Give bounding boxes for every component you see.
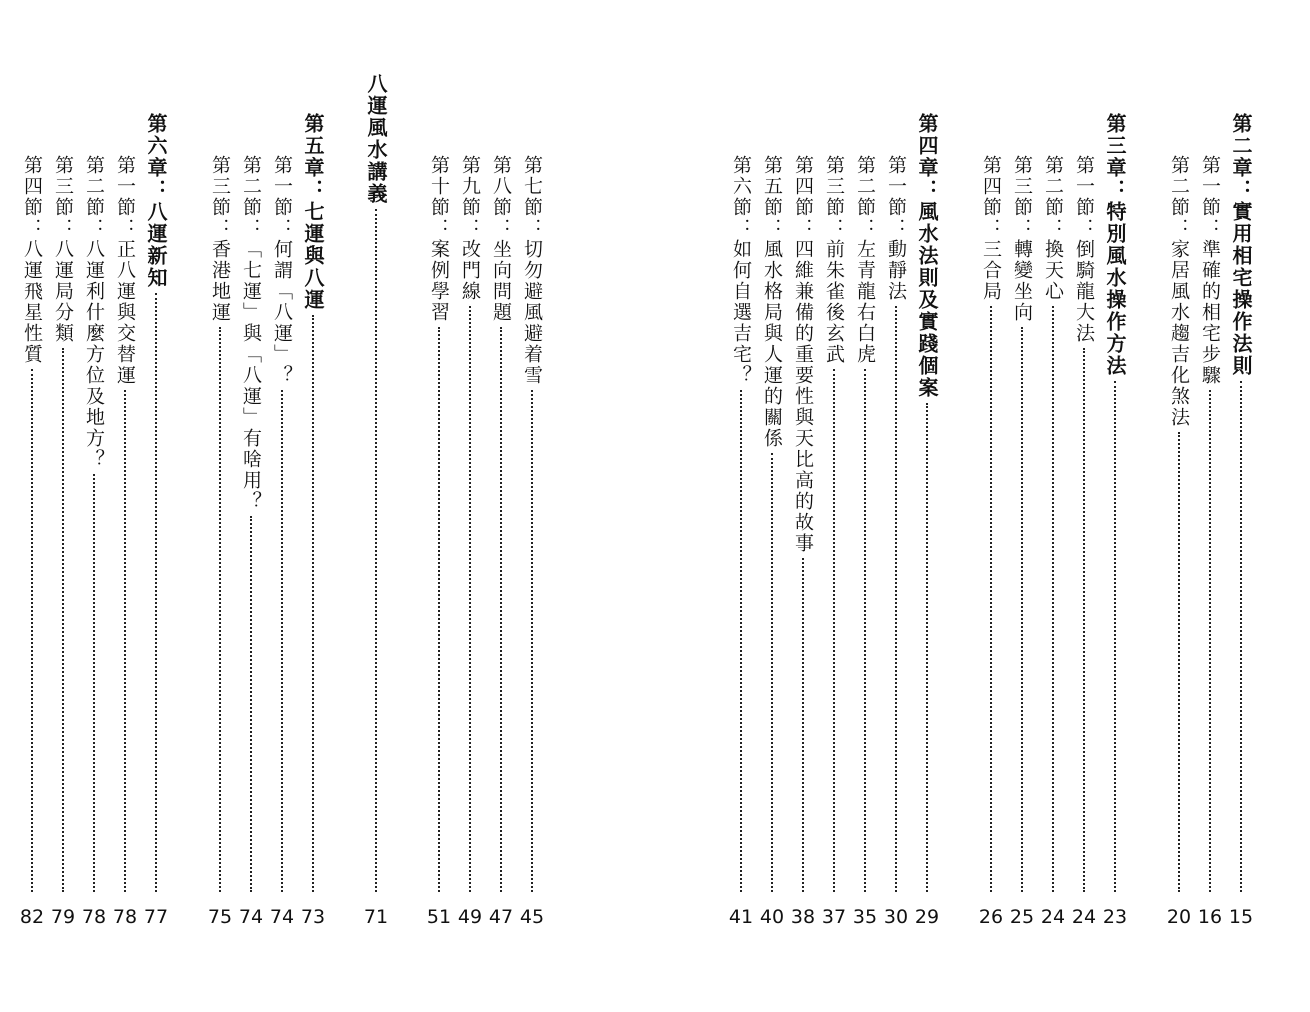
page-number: 49 (457, 906, 483, 928)
page-number: 30 (883, 906, 909, 928)
toc-entry (759, 0, 785, 930)
toc-entry (457, 0, 483, 930)
entry-title: 第三節：前朱雀後玄武 (823, 155, 845, 365)
toc-entry (1009, 0, 1035, 930)
dot-leader (771, 453, 773, 892)
page-number: 78 (112, 906, 138, 928)
page-number: 16 (1197, 906, 1223, 928)
entry-title: 第二節：換天心 (1042, 155, 1064, 302)
entry-title: 第二節：左青龍右白虎 (854, 155, 876, 365)
page-number: 47 (488, 906, 514, 928)
entry-title: 第三節：香港地運 (209, 155, 231, 323)
page-number: 82 (19, 906, 45, 928)
toc-entry (519, 0, 545, 930)
entry-title: 第七節：切勿避風避着雪 (521, 155, 543, 386)
chapter-title: 第二章：實用相宅操作法則 (1229, 113, 1253, 377)
toc-entry (19, 0, 45, 930)
toc-entry (112, 0, 138, 930)
dot-leader (740, 390, 742, 892)
entry-title: 第一節：何謂「八運」？ (271, 155, 293, 386)
dot-leader (1178, 432, 1180, 892)
dot-leader (124, 390, 126, 892)
toc-chapter (1102, 0, 1128, 930)
page-number: 74 (269, 906, 295, 928)
toc-entry (978, 0, 1004, 930)
entry-title: 第一節：正八運與交替運 (114, 155, 136, 386)
dot-leader (375, 209, 377, 892)
entry-title: 第十節：案例學習 (428, 155, 450, 323)
page-number: 24 (1071, 906, 1097, 928)
toc-entry (1197, 0, 1223, 930)
page-number: 35 (852, 906, 878, 928)
entry-title: 第四節：三合局 (980, 155, 1002, 302)
entry-title: 第四節：四維兼備的重要性與天比高的故事 (792, 155, 814, 554)
dot-leader (469, 306, 471, 892)
entry-title: 第二節：「七運」與「八運」有啥用？ (240, 155, 262, 512)
dot-leader (1114, 381, 1116, 892)
dot-leader (250, 516, 252, 892)
entry-title: 第六節：如何自選吉宅？ (730, 155, 752, 386)
dot-leader (93, 474, 95, 892)
chapter-title: 第四章：風水法則及實踐個案 (915, 113, 939, 399)
toc-book-title (363, 0, 389, 930)
chapter-title: 第六章：八運新知 (144, 113, 168, 289)
toc-entry (790, 0, 816, 930)
page-number: 41 (728, 906, 754, 928)
entry-title: 第二節：八運利什麼方位及地方？ (83, 155, 105, 470)
chapter-title: 第三章：特別風水操作方法 (1103, 113, 1127, 377)
entry-title: 第二節：家居風水趨吉化煞法 (1168, 155, 1190, 428)
page-number: 25 (1009, 906, 1035, 928)
entry-title: 第一節：準確的相宅步驟 (1199, 155, 1221, 386)
toc-entry (1071, 0, 1097, 930)
toc-entry (488, 0, 514, 930)
entry-title: 第八節：坐向問題 (490, 155, 512, 323)
entry-title: 第一節：倒騎龍大法 (1073, 155, 1095, 344)
toc-entry (728, 0, 754, 930)
entry-title: 第九節：改門線 (459, 155, 481, 302)
dot-leader (833, 369, 835, 892)
toc-entry (821, 0, 847, 930)
dot-leader (1052, 306, 1054, 892)
book-title: 八運風水講義 (364, 73, 388, 205)
page-number: 73 (300, 906, 326, 928)
toc-entry (852, 0, 878, 930)
toc-chapter (1228, 0, 1254, 930)
dot-leader (500, 327, 502, 892)
page-number: 75 (207, 906, 233, 928)
page-number: 71 (363, 906, 389, 928)
chapter-title: 第五章：七運與八運 (301, 113, 325, 311)
dot-leader (438, 327, 440, 892)
dot-leader (1209, 390, 1211, 892)
page-number: 38 (790, 906, 816, 928)
dot-leader (926, 403, 928, 892)
toc-entry (1040, 0, 1066, 930)
toc-entry (81, 0, 107, 930)
entry-title: 第一節：動靜法 (885, 155, 907, 302)
dot-leader (531, 390, 533, 892)
dot-leader (312, 315, 314, 892)
dot-leader (990, 306, 992, 892)
dot-leader (31, 369, 33, 892)
page-number: 23 (1102, 906, 1128, 928)
page-number: 26 (978, 906, 1004, 928)
entry-title: 第三節：八運局分類 (52, 155, 74, 344)
page-number: 29 (914, 906, 940, 928)
page-number: 79 (50, 906, 76, 928)
entry-title: 第三節：轉變坐向 (1011, 155, 1033, 323)
page-number: 78 (81, 906, 107, 928)
toc-entry (426, 0, 452, 930)
toc-entry (883, 0, 909, 930)
toc-entry (1166, 0, 1192, 930)
dot-leader (895, 306, 897, 892)
page-number: 45 (519, 906, 545, 928)
dot-leader (1240, 381, 1242, 892)
page-number: 77 (143, 906, 169, 928)
toc-entry (50, 0, 76, 930)
dot-leader (62, 348, 64, 892)
dot-leader (1021, 327, 1023, 892)
dot-leader (802, 558, 804, 892)
page-number: 51 (426, 906, 452, 928)
page-number: 74 (238, 906, 264, 928)
toc-entry (207, 0, 233, 930)
page-number: 15 (1228, 906, 1254, 928)
toc-chapter (300, 0, 326, 930)
toc-entry (269, 0, 295, 930)
toc-chapter (143, 0, 169, 930)
dot-leader (155, 293, 157, 892)
entry-title: 第四節：八運飛星性質 (21, 155, 43, 365)
dot-leader (281, 390, 283, 892)
toc-chapter (914, 0, 940, 930)
dot-leader (219, 327, 221, 892)
page-number: 20 (1166, 906, 1192, 928)
page-number: 37 (821, 906, 847, 928)
page-number: 24 (1040, 906, 1066, 928)
entry-title: 第五節：風水格局與人運的關係 (761, 155, 783, 449)
toc-entry (238, 0, 264, 930)
dot-leader (864, 369, 866, 892)
page-number: 40 (759, 906, 785, 928)
dot-leader (1083, 348, 1085, 892)
